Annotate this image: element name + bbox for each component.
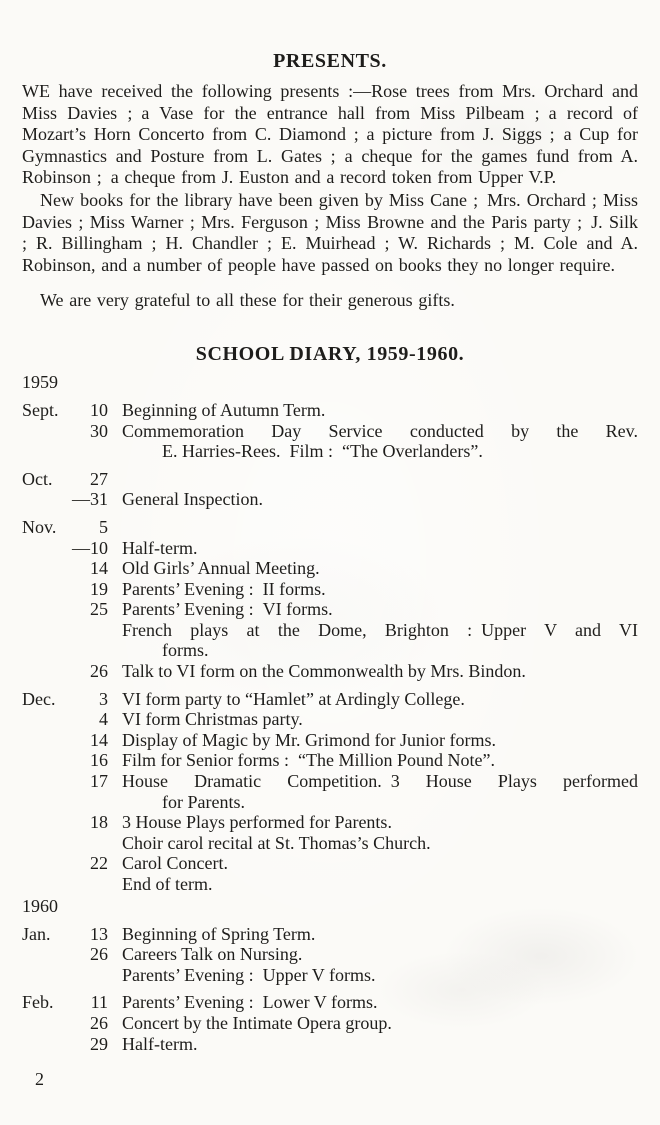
diary-event-text: 3 House Plays performed for Parents. [122,812,392,833]
diary-month-label [22,640,66,661]
diary-entry-row [22,730,638,751]
diary-event-text: Parents’ Evening : Upper V forms. [122,964,376,985]
diary-event-text: VI form Christmas party. [122,709,303,730]
diary-event-text: End of term. [122,874,213,894]
diary-month-label [22,421,66,442]
diary-month-label [22,441,66,462]
diary-event-text: forms. [162,640,209,661]
diary-month-label [22,730,66,751]
diary-event-text: Careers Talk on Nursing. [122,944,303,965]
diary-month-label [22,792,66,813]
diary-month-label: Oct. [22,468,53,489]
diary-year-label: 1960 [22,895,58,916]
diary-day-label [66,620,108,641]
diary-month-label [22,558,66,579]
diary-day-label: 18 [90,812,108,833]
diary-entry-row [22,400,638,421]
diary-entry-row [22,517,638,538]
diary-month-label [22,812,66,833]
diary-entry-row [22,1034,638,1055]
diary-entry-row [22,853,638,874]
diary-day-label: 13 [90,923,108,944]
diary-event-text: Talk to VI form on the Commonwealth by Mrs. Bindon. [122,661,526,682]
diary-event-text: Commemoration Day Service conducted by the Rev. [122,420,638,441]
diary-entry-row [22,469,638,490]
diary-entry-row [22,579,638,600]
diary-month-label: Sept. [22,399,59,420]
presents-paragraph-1: WE have received the following presents :—Rose trees from Mrs. Orchard and Miss Davies ; a Vase for the entrance hall from Miss Pilbeam ; a record of Mozart’s Horn Concerto from C. Diamond ; a picture from J. Siggs ; a Cup for Gymnastics and Posture from L. Gates ; a cheque for the games fund from A. Robinson ; a cheque from J. Euston and a record token from Upper V.P. [22,81,638,188]
diary-event-text: French plays at the Dome, Brighton : Upper V and VI [122,619,638,640]
diary-day-label: 22 [90,853,108,874]
diary-day-label [66,640,108,661]
diary-month-label [22,833,66,854]
diary-day-label: 14 [90,729,108,750]
diary-entry-row [22,833,638,854]
diary-month-label [22,599,66,620]
diary-month-label: Nov. [22,516,57,537]
diary-event-text: Parents’ Evening : VI forms. [122,599,333,620]
diary-entry-row [22,750,638,771]
diary-event-text: Film for Senior forms : “The Million Pound Note”. [122,750,495,771]
diary-month-label [22,489,66,510]
diary-day-label [66,792,108,813]
diary-day-label [66,833,108,854]
diary-event-text: VI form party to “Hamlet” at Ardingly College. [122,688,465,709]
diary-event-text: House Dramatic Competition. 3 House Plays performed [122,771,638,792]
diary-event-text: Concert by the Intimate Opera group. [122,1012,392,1033]
diary-entry-row [22,992,638,1013]
diary-day-label: 19 [90,578,108,599]
diary-entry-row [22,1013,638,1034]
diary-month-label [22,661,66,682]
diary-entry-row [22,558,638,579]
diary-event-text [108,517,638,538]
diary-entry-row [22,944,638,965]
presents-section [22,50,638,312]
diary-event-text: Parents’ Evening : Lower V forms. [122,992,378,1013]
diary-event-text: Display of Magic by Mr. Grimond for Junior forms. [122,729,496,750]
diary-entry-row [22,538,638,559]
diary-event-text: Carol Concert. [122,853,228,874]
diary-day-label: 11 [90,992,108,1013]
diary-entry-row [22,421,638,442]
diary-day-label: 27 [90,468,108,489]
diary-day-label: 3 [99,688,108,709]
diary-day-label: 17 [90,771,108,792]
diary-day-label: 5 [99,516,108,537]
diary-day-label [66,874,108,895]
presents-paragraph-2: New books for the library have been given by Miss Cane ; Mrs. Orchard ; Miss Davies ; Miss Warner ; Mrs. Ferguson ; Miss Browne and the Paris party ; J. Silk ; R. Billingham ; H. Chandler ; E. Muirhead ; W. Richards ; M. Cole and A. Robinson, and a number of people have passed on books they no longer require. [22,189,638,275]
diary-month-label [22,709,66,730]
diary-day-label: 4 [99,709,108,730]
diary-day-label [66,965,108,986]
diary-month-label [22,1034,66,1055]
diary-entry-row [22,812,638,833]
diary-entry-row [22,709,638,730]
diary-day-label: 26 [90,1012,108,1033]
diary-event-text: Beginning of Autumn Term. [122,399,326,420]
page-number: 2 [35,1069,44,1090]
diary-month-label [22,965,66,986]
diary-month-label [22,1013,66,1034]
diary-event-text: E. Harries-Rees. Film : “The Overlanders”. [162,441,483,462]
diary-year-label: 1959 [22,371,58,392]
presents-paragraph-3: We are very grateful to all these for their generous gifts. [40,290,455,311]
diary-day-label: —10 [72,537,108,558]
diary-event-text: Parents’ Evening : II forms. [122,578,326,599]
diary-day-label [66,441,108,462]
diary-day-label: 30 [90,420,108,441]
diary-event-text: Half-term. [122,537,198,558]
diary-entry-row [22,640,638,661]
diary-entry-row [22,620,638,641]
diary-event-text: Half-term. [122,1033,198,1054]
diary-month-label: Dec. [22,688,56,709]
diary-entry-row [22,965,638,986]
diary-month-label [22,538,66,559]
diary-event-text: Beginning of Spring Term. [122,923,316,944]
diary-day-label: 10 [90,399,108,420]
school-diary-section [22,343,638,1054]
diary-entry-row [22,924,638,945]
diary-entry-row [22,771,638,792]
diary-month-label [22,579,66,600]
diary-event-text: Old Girls’ Annual Meeting. [122,558,320,579]
diary-entry-row [22,441,638,462]
presents-title: PRESENTS. [273,50,387,72]
diary-entry-row [22,489,638,510]
diary-day-label: 16 [90,750,108,771]
diary-event-text [108,469,638,490]
diary-entry-row [22,599,638,620]
diary-day-label: 25 [90,599,108,620]
diary-entry-row [22,792,638,813]
diary-entry-row [22,689,638,710]
diary-event-text: General Inspection. [122,489,263,510]
diary-day-label: —31 [72,489,108,510]
diary-month-label [22,620,66,641]
school-diary-title: SCHOOL DIARY, 1959-1960. [195,342,465,365]
diary-entry-row [22,661,638,682]
diary-month-label [22,853,66,874]
diary-event-text: Choir carol recital at St. Thomas’s Church. [122,832,431,853]
diary-day-label: 14 [90,558,108,579]
diary-event-text: for Parents. [162,791,245,812]
diary-month-label: Jan. [22,923,51,944]
diary-month-label [22,750,66,771]
diary-month-label [22,944,66,965]
diary-entry-row [22,874,638,895]
diary-month-label: Feb. [22,992,54,1013]
diary-day-label: 26 [90,944,108,965]
diary-month-label [22,771,66,792]
diary-day-label: 26 [90,661,108,682]
diary-day-label: 29 [90,1033,108,1054]
diary-month-label [22,874,66,895]
diary-rows [22,372,638,1054]
